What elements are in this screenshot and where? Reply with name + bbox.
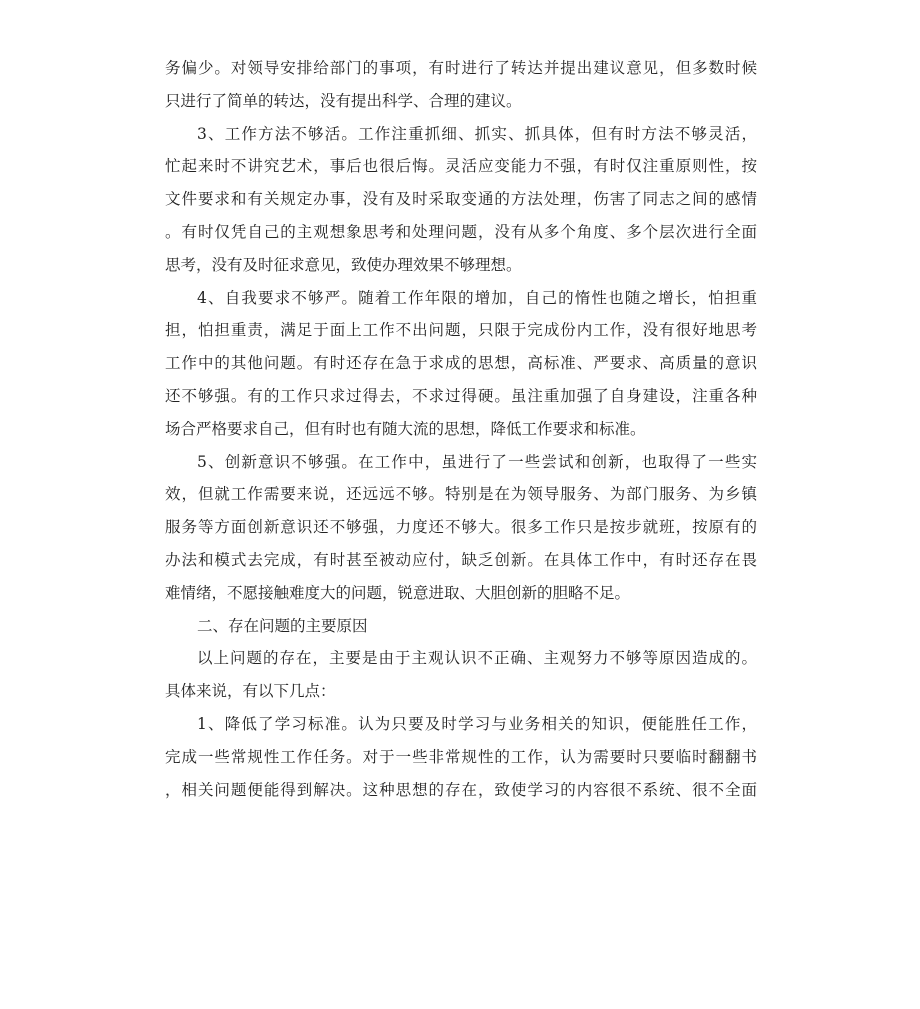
text-line: ，相关问题便能得到解决。这种思想的存在，致使学习的内容很不系统、很不全面 (165, 780, 757, 799)
text-line: 办法和模式去完成，有时甚至被动应付，缺乏创新。在具体工作中，有时还存在畏 (165, 550, 757, 569)
text-line: 文件要求和有关规定办事，没有及时采取变通的方法处理，伤害了同志之间的感情 (165, 190, 757, 209)
text-line: 1、降低了学习标准。认为只要及时学习与业务相关的知识，便能胜任工作， (197, 714, 757, 733)
text-line: 5、创新意识不够强。在工作中，虽进行了一些尝试和创新，也取得了一些实 (197, 452, 757, 471)
text-line: 4、自我要求不够严。随着工作年限的增加，自己的惰性也随之增长，怕担重 (197, 288, 757, 307)
text-line: 。有时仅凭自己的主观想象思考和处理问题，没有从多个角度、多个层次进行全面 (165, 222, 757, 241)
text-line: 思考，没有及时征求意见，致使办理效果不够理想。 (165, 255, 522, 274)
text-line: 场合严格要求自己，但有时也有随大流的思想，降低工作要求和标准。 (165, 419, 646, 438)
text-line: 难情绪，不愿接触难度大的问题，锐意进取、大胆创新的胆略不足。 (165, 583, 631, 602)
text-line: 工作中的其他问题。有时还存在急于求成的思想，高标准、严要求、高质量的意识 (165, 354, 757, 373)
text-line: 只进行了简单的转达，没有提出科学、合理的建议。 (165, 91, 522, 110)
text-line: 二、存在问题的主要原因 (197, 616, 368, 635)
text-line: 务偏少。对领导安排给部门的事项，有时进行了转达并提出建议意见，但多数时候 (165, 59, 757, 77)
document-body (165, 52, 757, 806)
text-line: 担，怕担重责，满足于面上工作不出问题，只限于完成份内工作，没有很好地思考 (165, 321, 757, 340)
text-line: 忙起来时不讲究艺术，事后也很后悔。灵活应变能力不强，有时仅注重原则性，按 (165, 157, 757, 176)
text-line: 具体来说，有以下几点： (165, 682, 336, 701)
text-line: 3、工作方法不够活。工作注重抓细、抓实、抓具体，但有时方法不够灵活， (197, 124, 757, 143)
text-line: 还不够强。有的工作只求过得去，不求过得硬。虽注重加强了自身建设，注重各种 (165, 386, 757, 405)
text-line: 服务等方面创新意识还不够强，力度还不够大。很多工作只是按步就班，按原有的 (165, 518, 757, 537)
text-line: 完成一些常规性工作任务。对于一些非常规性的工作，认为需要时只要临时翻翻书 (165, 747, 757, 766)
text-line: 效，但就工作需要来说，还远远不够。特别是在为领导服务、为部门服务、为乡镇 (165, 485, 757, 504)
text-line: 以上问题的存在，主要是由于主观认识不正确、主观努力不够等原因造成的。 (197, 649, 757, 668)
